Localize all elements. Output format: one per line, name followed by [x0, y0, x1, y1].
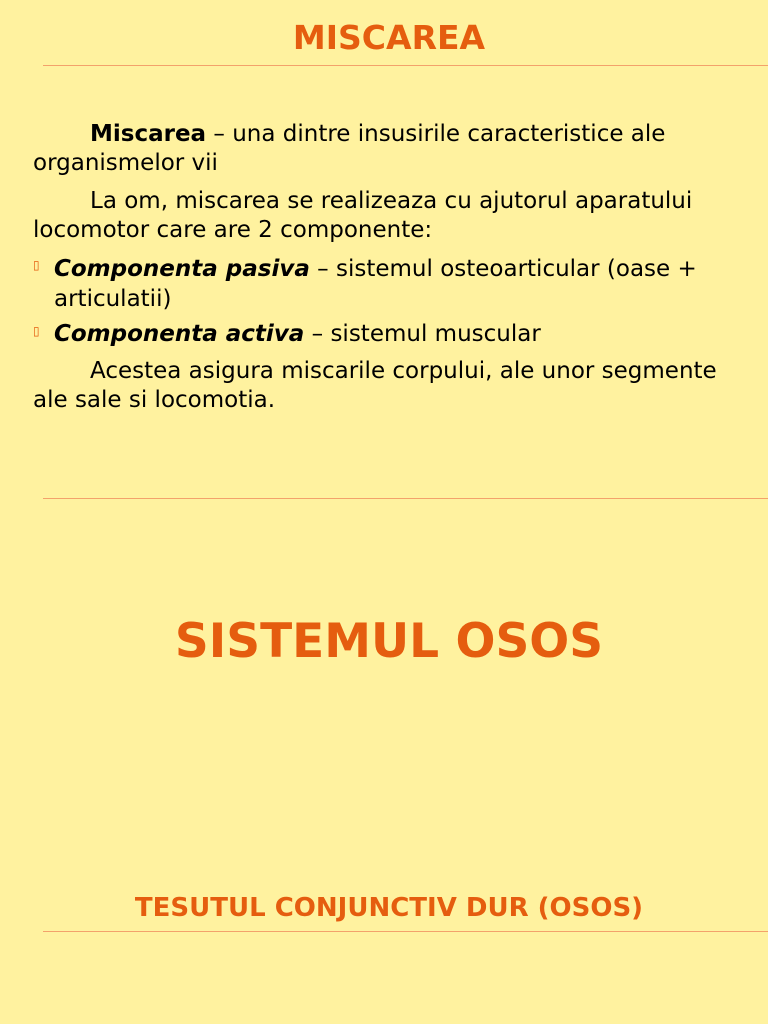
bullet-text-passive: – sistemul osteoarticular (oase + articulatii) [54, 256, 697, 312]
bullet-icon: ▯ [33, 258, 40, 272]
definition-text: – una dintre insusirile caracteristice ale organismelor vii [33, 121, 666, 176]
section-title-sistemul-osos: SISTEMUL OSOS [174, 614, 604, 669]
bullet-term-passive: Componenta pasiva [54, 256, 310, 282]
bullet-item-active [54, 319, 754, 349]
bullet-icon: ▯ [33, 324, 40, 338]
locomotor-text: La om, miscarea se realizeaza cu ajutorul aparatului locomotor care are 2 componente: [33, 188, 693, 243]
section-divider [43, 498, 768, 499]
bullet-text-active: – sistemul muscular [304, 321, 541, 347]
locomotor-paragraph [33, 187, 753, 245]
definition-term: Miscarea [90, 121, 207, 147]
movement-paragraph [33, 357, 753, 415]
bullet-term-active: Componenta activa [54, 321, 305, 347]
bullet-item-passive [54, 254, 754, 314]
section-title-tesutul: TESUTUL CONJUNCTIV DUR (OSOS) [134, 893, 644, 923]
movement-text: Acestea asigura miscarile corpului, ale unor segmente ale sale si locomotia. [33, 358, 717, 413]
definition-paragraph [33, 120, 753, 178]
title-divider [43, 65, 768, 66]
subtitle-divider [43, 931, 768, 932]
page-title-miscarea: MISCAREA [292, 18, 486, 57]
